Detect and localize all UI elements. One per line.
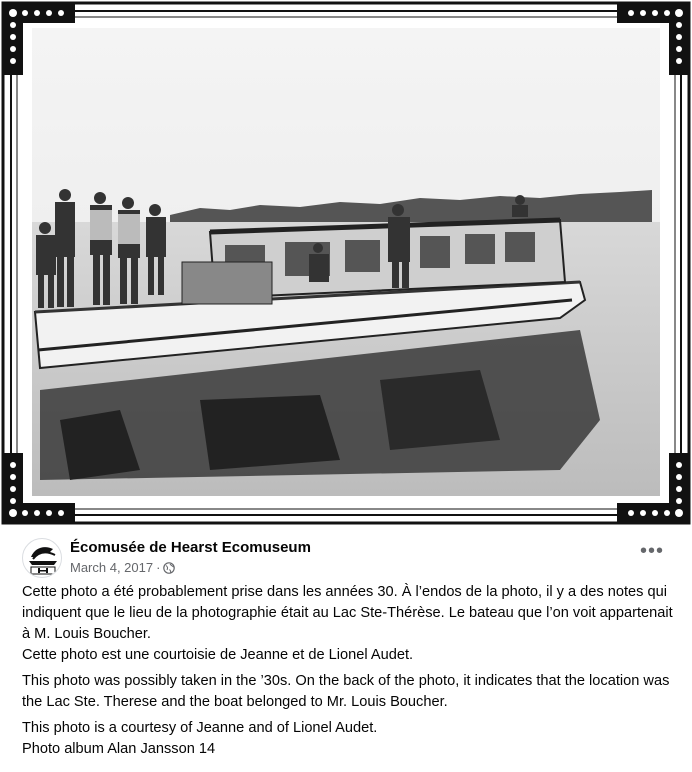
more-options-button[interactable] [632, 540, 672, 568]
post-paragraph-courtesy-fr: Cette photo est une courtoisie de Jeanne et de Lionel Audet. [22, 647, 414, 663]
post-paragraph-en: This photo was possibly taken in the ’30s. On the back of the photo, it indicates that the location was the Lac Ste. Therese and the boat belonged to Mr. Louis Boucher. [22, 673, 670, 710]
post-header [22, 536, 672, 580]
post-paragraph-fr: Cette photo a été probablement prise dans les années 30. À l’endos de la photo, il y a des notes qui indiquent que le lieu de la photographie était au Lac Ste-Thérèse. Le bateau que l’on voit appartenait à M. Louis Boucher. [22, 584, 673, 642]
post-date[interactable]: March 4, 2017 [70, 560, 154, 575]
post-meta [70, 560, 175, 575]
page-avatar[interactable] [22, 538, 62, 578]
meta-separator: · [156, 560, 161, 575]
more-options-icon: ••• [639, 540, 664, 562]
post-paragraph-courtesy-en: This photo is a courtesy of Jeanne and of Lionel Audet. [22, 720, 378, 736]
post-text [22, 582, 682, 760]
page-name-link[interactable]: Écomusée de Hearst Ecomuseum [70, 539, 311, 556]
globe-icon[interactable] [163, 562, 175, 574]
ecomuseum-logo-icon [23, 539, 62, 578]
post-paragraph-album: Photo album Alan Jansson 14 [22, 741, 216, 757]
